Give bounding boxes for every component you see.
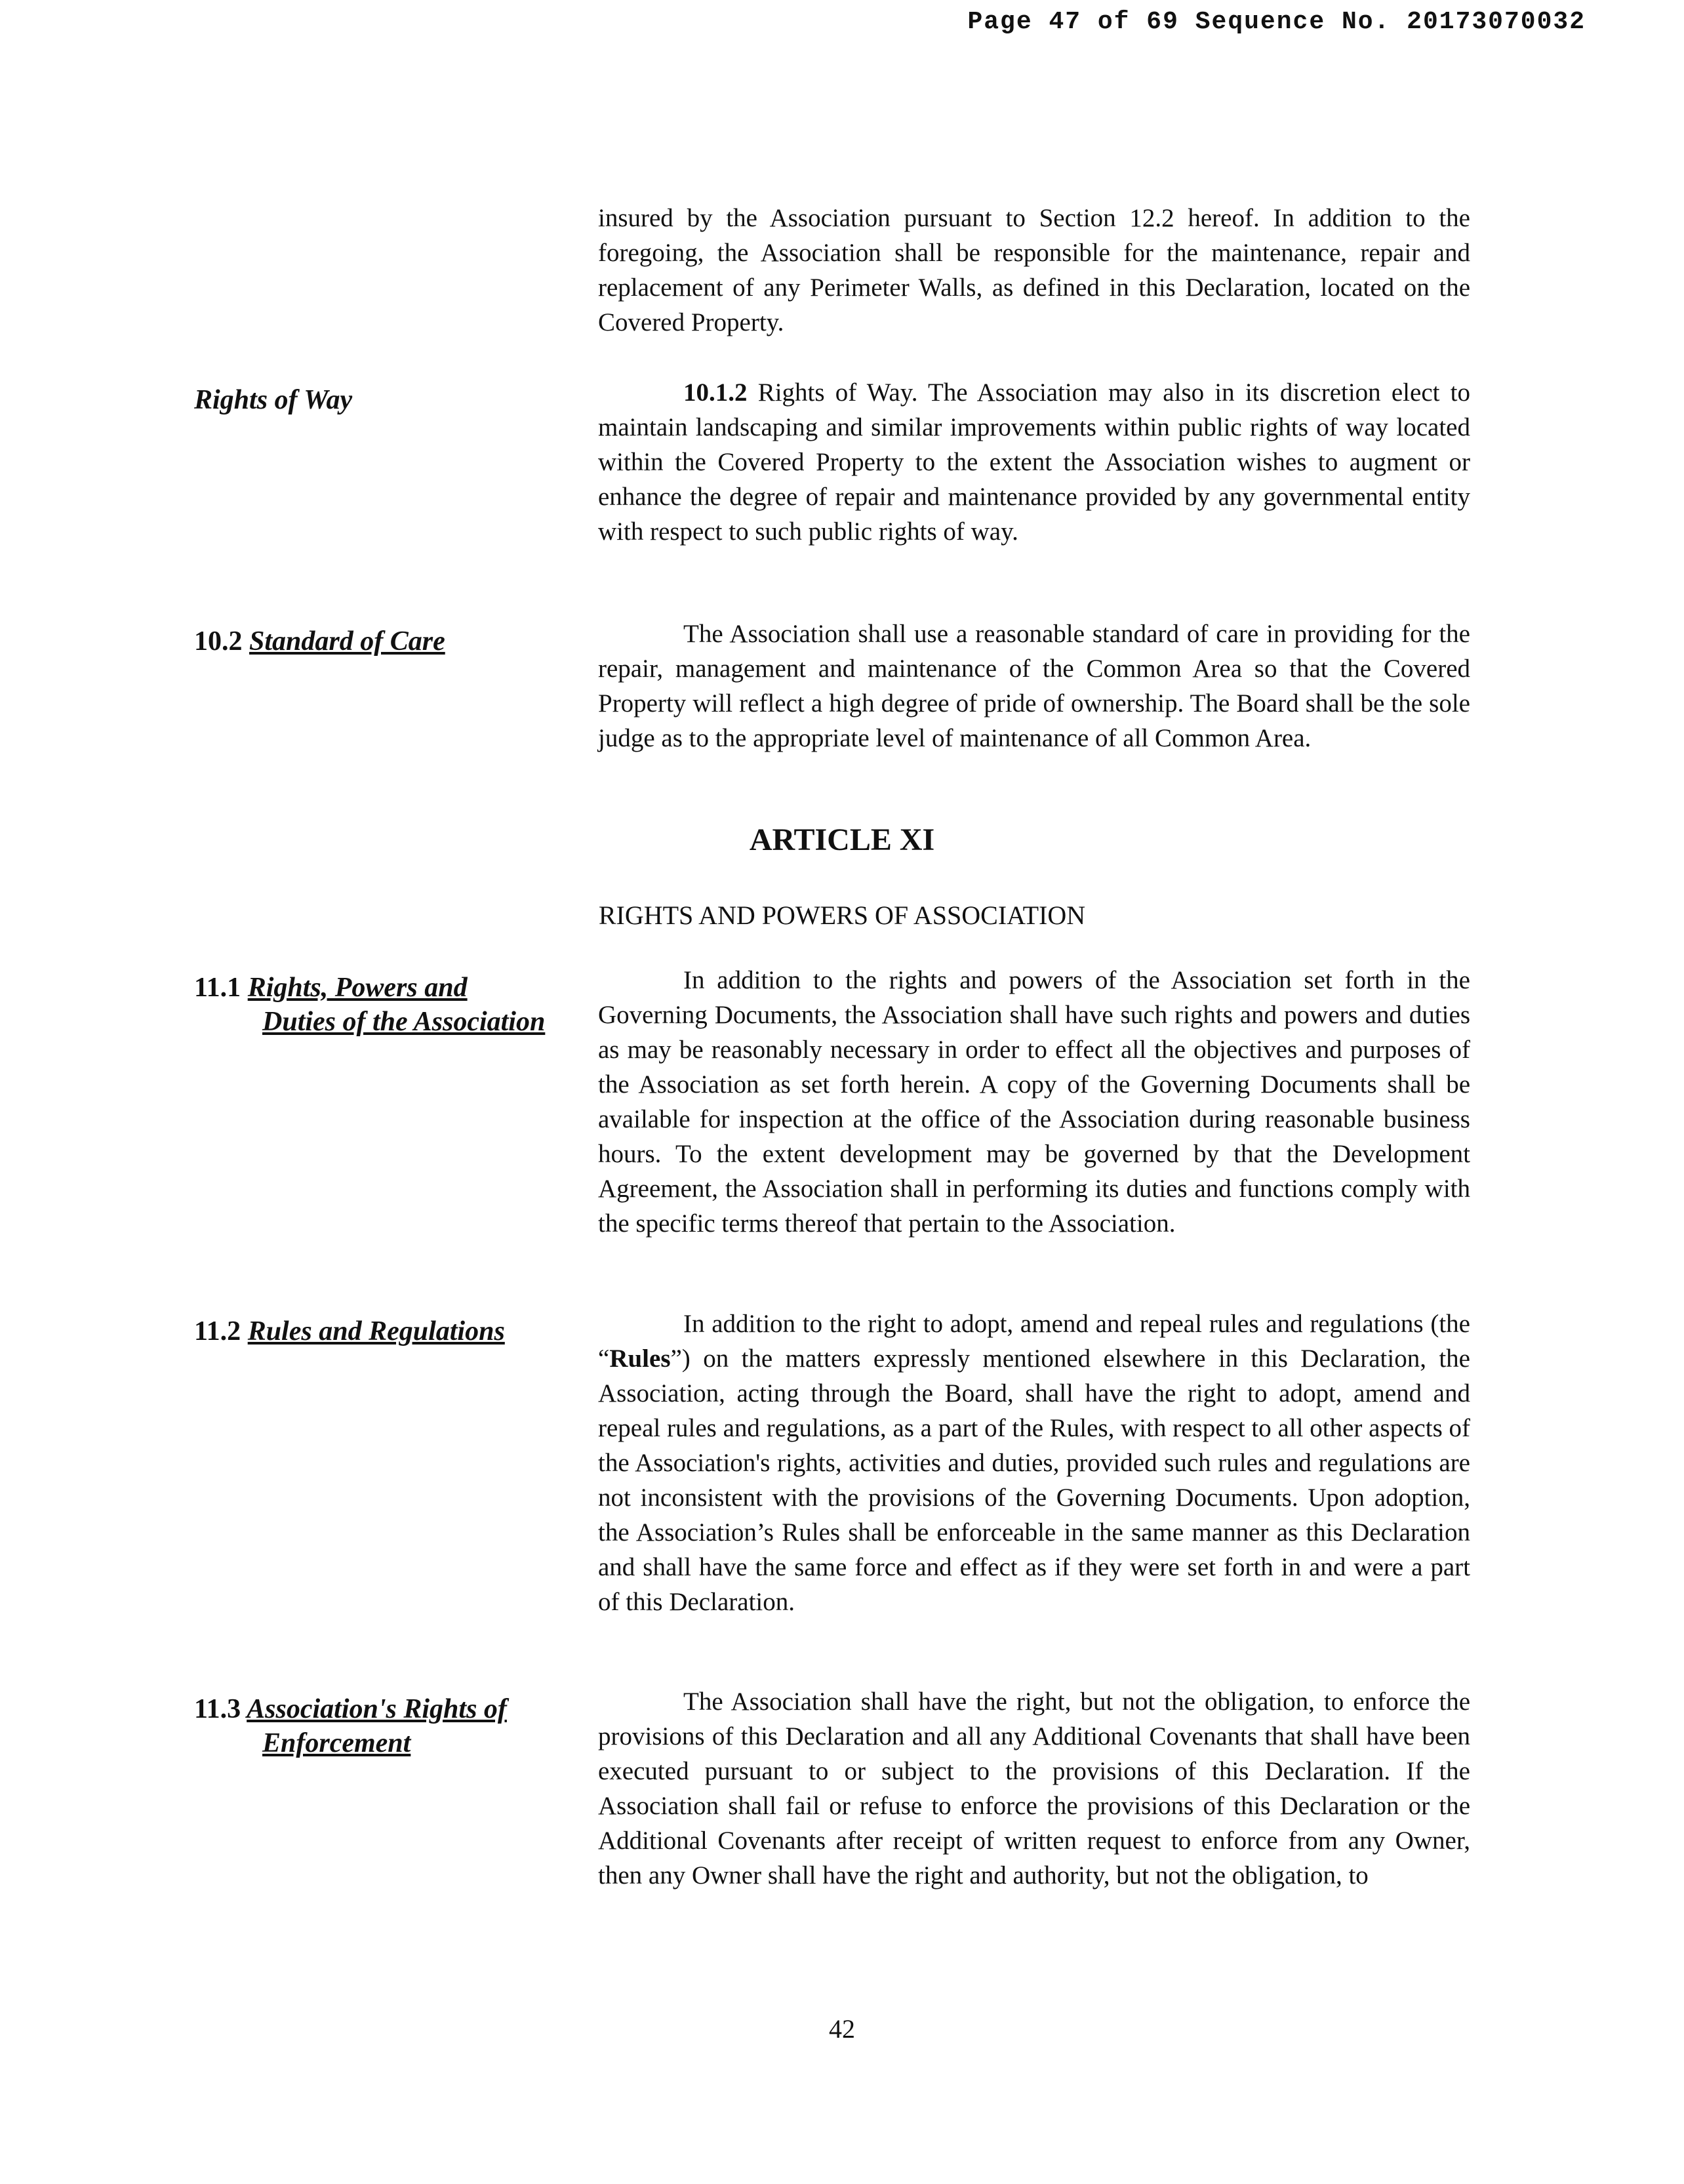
defined-term-rules: Rules xyxy=(609,1345,671,1373)
paragraph-11-2 xyxy=(598,1306,1470,1619)
section-title-line-2: Enforcement xyxy=(262,1728,411,1758)
section-title: Rules and Regulations xyxy=(247,1316,505,1346)
page-header: Page 47 of 69 Sequence No. 20173070032 xyxy=(967,8,1586,36)
paragraph-11-1: In addition to the rights and powers of the Association set forth in the Governing Documents, the Association shall have such rights and powers and duties as may be reasonably necessary in order to effect all the objectives and purposes of the Association as set forth herein. A copy of the Governing Documents shall be available for inspection at the office of the Association during reasonable business hours. To the extent development may be governed by that the Development Agreement, the Association shall in performing its duties and functions comply with the specific terms thereof that pertain to the Association. xyxy=(598,966,1470,1238)
paragraph-intro: insured by the Association pursuant to Section 12.2 hereof. In addition to the foregoing, the Association shall be responsible for the maintenance, repair and replacement of any Perimeter Walls, as defined in this Declaration, located on the Covered Property. xyxy=(598,204,1470,336)
text-segment: ”) on the matters expressly mentioned elsewhere in this Declaration, the Association, acting through the Board, shall have the right to adopt, amend and repeal rules and regulations, as a part of the Rules, with respect to all other aspects of the Association's rights, activities and duties, provided such rules and regulations are not inconsistent with the provisions of the Governing Documents. Upon adoption, the Association’s Rules shall be enforceable in the same manner as this Declaration and shall have the same force and effect as if they were set forth in and were a part of this Declaration. xyxy=(598,1345,1470,1616)
side-heading-rights-of-way: Rights of Way xyxy=(194,385,353,415)
paragraph-10-1-2 xyxy=(598,375,1470,549)
paragraph-10-2: The Association shall use a reasonable standard of care in providing for the repair, management and maintenance of the Common Area so that the Covered Property will reflect a high degree of pride of ownership. The Board shall be the sole judge as to the appropriate level of maintenance of all Common Area. xyxy=(598,620,1470,752)
section-title-line-1: Rights, Powers and xyxy=(247,973,468,1003)
section-title: Standard of Care xyxy=(249,626,445,657)
section-number: 10.1.2 xyxy=(683,378,748,407)
section-number: 11.3 xyxy=(194,1694,241,1724)
section-text: Rights of Way. The Association may also in its discretion elect to maintain landscaping and similar improvements within public rights of way located within the Covered Property to the extent the Association wishes to augment or enhance the degree of repair and maintenance provided by any governmental entity with respect to such public rights of way. xyxy=(598,378,1470,546)
article-subtitle: RIGHTS AND POWERS OF ASSOCIATION xyxy=(598,900,1086,930)
page-number: 42 xyxy=(829,2014,855,2044)
section-title-line-2: Duties of the Association xyxy=(262,1007,546,1037)
paragraph-11-3: The Association shall have the right, but not the obligation, to enforce the provisions of this Declaration and all any Additional Covenants that shall have been executed pursuant to or subject to the provisions of this Declaration. If the Association shall fail or refuse to enforce the provisions of this Declaration or the Additional Covenants after receipt of written request to enforce from any Owner, then any Owner shall have the right and authority, but not the obligation, to xyxy=(598,1688,1470,1890)
section-title-line-1: Association's Rights of xyxy=(247,1694,507,1724)
side-heading-11-2 xyxy=(194,1314,505,1348)
section-number: 11.2 xyxy=(194,1316,241,1346)
side-heading-11-1 xyxy=(194,971,545,1039)
side-heading-10-2 xyxy=(194,624,445,658)
article-title: ARTICLE XI xyxy=(749,822,935,857)
text-segment: In addition to the right to adopt, amend and repeal rules and regulations (the “ xyxy=(598,1310,1470,1373)
section-number: 10.2 xyxy=(194,626,243,657)
section-number: 11.1 xyxy=(194,973,241,1003)
side-heading-11-3 xyxy=(194,1692,507,1760)
